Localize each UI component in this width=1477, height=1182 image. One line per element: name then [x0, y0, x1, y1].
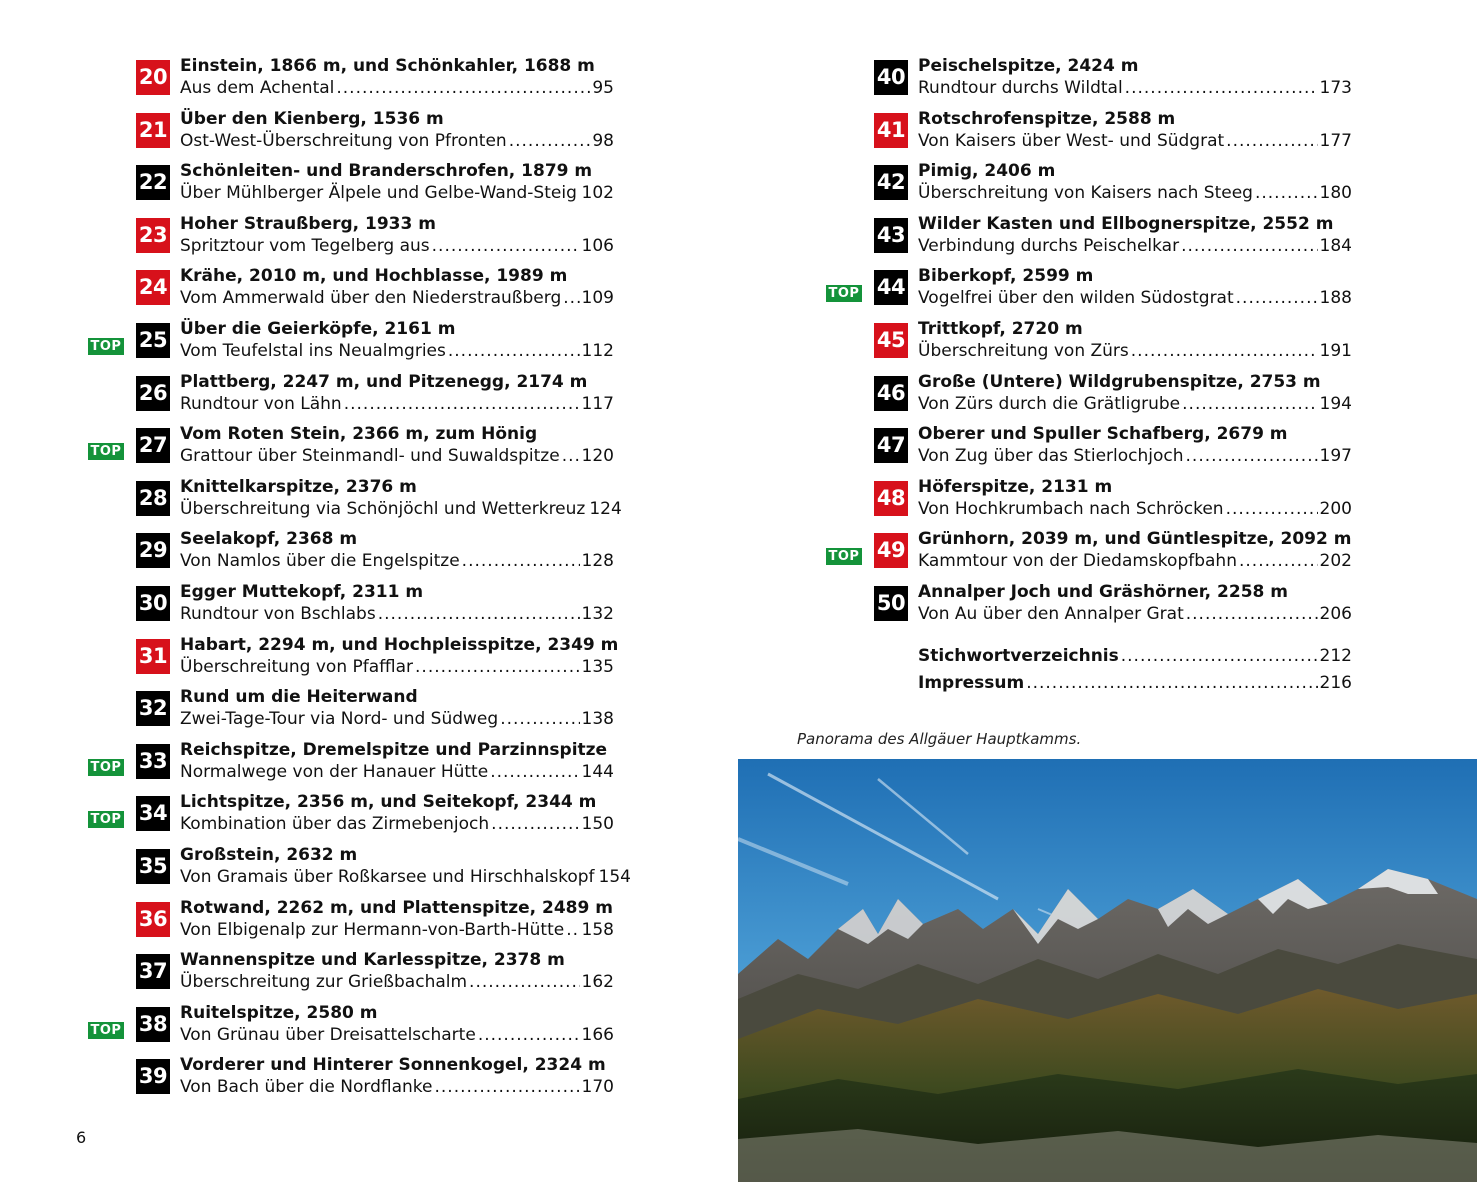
leader-dots [1125, 78, 1318, 99]
leader-dots [1236, 288, 1318, 309]
tour-description: Von Grünau über Dreisattelscharte [180, 1024, 476, 1045]
tour-title: Seelakopf, 2368 m [180, 529, 358, 550]
leader-dots [1131, 341, 1318, 362]
leader-dots [1226, 131, 1317, 152]
tour-description: Überschreitung via Schönjöchl und Wetterkreuz [180, 498, 586, 519]
tour-page-number: 173 [1319, 78, 1352, 98]
tour-number-badge: 32 [136, 691, 170, 726]
tour-description: Vogelfrei über den wilden Südostgrat [918, 288, 1234, 309]
tour-page-number: 124 [589, 498, 622, 519]
leader-dots [490, 762, 579, 783]
leader-dots [500, 709, 579, 730]
tour-number-badge: 23 [136, 218, 170, 253]
tour-title: Rund um die Heiterwand [180, 687, 418, 708]
tour-number-badge: 35 [136, 849, 170, 884]
leader-dots [448, 341, 580, 362]
toc-left-column [90, 55, 631, 1107]
tour-title: Lichtspitze, 2356 m, und Seitekopf, 2344 m [180, 792, 597, 813]
leader-dots [462, 551, 580, 572]
tour-description-row [180, 288, 614, 309]
tour-description: Von Au über den Annalper Grat [918, 603, 1184, 624]
tour-page-number: 166 [581, 1024, 614, 1045]
toc-entry[interactable] [874, 318, 1352, 371]
tour-description-row [918, 446, 1352, 467]
leader-dots [563, 288, 579, 309]
tour-description-row [918, 236, 1352, 257]
tour-title: Oberer und Spuller Schafberg, 2679 m [918, 424, 1288, 445]
toc-entry[interactable] [828, 265, 1352, 318]
top-badge: TOP [88, 443, 124, 460]
toc-entry[interactable] [90, 423, 614, 476]
tour-description-row [180, 131, 614, 152]
photo-caption: Panorama des Allgäuer Hauptkamms. [797, 730, 1082, 748]
tour-title: Trittkopf, 2720 m [918, 318, 1083, 339]
tour-number-badge: 42 [874, 165, 908, 200]
tour-description-row [180, 709, 614, 730]
page-number: 6 [76, 1128, 87, 1147]
tour-title: Reichspitze, Dremelspitze und Parzinnspitze [180, 739, 608, 760]
toc-right-column [828, 55, 1352, 634]
tour-title: Egger Muttekopf, 2311 m [180, 581, 424, 602]
tour-title: Wilder Kasten und Ellbognerspitze, 2552 m [918, 213, 1334, 234]
tour-page-number: 202 [1319, 551, 1352, 572]
toc-entry[interactable] [136, 265, 614, 318]
tour-number-badge: 45 [874, 323, 908, 358]
tour-description-row [918, 131, 1352, 152]
leader-dots [378, 604, 580, 625]
tour-number-badge: 24 [136, 270, 170, 305]
toc-entry[interactable] [90, 1002, 614, 1055]
toc-entry[interactable] [874, 476, 1352, 529]
top-badge: TOP [826, 285, 862, 302]
toc-entry[interactable] [136, 476, 622, 529]
tour-description: Von Zürs durch die Grätligrube [918, 393, 1181, 414]
panorama-photo [738, 759, 1477, 1182]
toc-extra-label: Stichwortverzeichnis [918, 646, 1119, 666]
tour-number-badge: 39 [136, 1059, 170, 1094]
tour-description: Aus dem Achental [180, 78, 335, 98]
tour-page-number: 132 [581, 603, 614, 624]
tour-description-row [918, 341, 1352, 362]
tour-number-badge: 43 [874, 218, 908, 253]
tour-page-number: 180 [1319, 183, 1352, 204]
tour-title: Ruitelspitze, 2580 m [180, 1002, 378, 1023]
tour-page-number: 191 [1319, 340, 1352, 361]
tour-description-row [180, 446, 614, 467]
tour-description-row [180, 762, 614, 783]
toc-entry[interactable] [136, 686, 614, 739]
leader-dots [478, 1025, 580, 1046]
tour-number-badge: 50 [874, 586, 908, 621]
toc-entry[interactable] [874, 160, 1352, 213]
tour-description: Rundtour von Lähn [180, 393, 342, 414]
tour-page-number: 120 [581, 446, 614, 467]
tour-page-number: 206 [1319, 603, 1352, 624]
tour-title: Peischelspitze, 2424 m [918, 56, 1139, 76]
tour-description-row [918, 78, 1352, 99]
tour-title: Knittelkarspitze, 2376 m [180, 476, 417, 497]
toc-entry[interactable] [874, 423, 1352, 476]
tour-description: Von Gramais über Roßkarsee und Hirschhalskopf [180, 866, 595, 887]
tour-description-row [180, 814, 614, 835]
leader-dots [336, 78, 590, 99]
tour-number-badge: 29 [136, 533, 170, 568]
tour-title: Wannenspitze und Karlesspitze, 2378 m [180, 950, 565, 971]
leader-dots [432, 236, 580, 257]
leader-dots [435, 1077, 580, 1098]
toc-entry[interactable] [90, 739, 614, 792]
toc-entry[interactable] [136, 844, 631, 897]
tour-description: Überschreitung von Pfafflar [180, 656, 414, 677]
tour-title: Biberkopf, 2599 m [918, 266, 1094, 287]
tour-number-badge: 46 [874, 376, 908, 411]
leader-dots [1181, 236, 1317, 257]
tour-number-badge: 20 [136, 60, 170, 95]
tour-page-number: 112 [581, 340, 614, 361]
tour-description-row [180, 498, 622, 520]
toc-entry[interactable] [90, 318, 614, 371]
tour-description: Über Mühlberger Älpele und Gelbe-Wand-Steig [180, 183, 577, 204]
tour-description-row [918, 604, 1352, 625]
tour-description: Von Zug über das Stierlochjoch [918, 446, 1184, 467]
tour-title: Plattberg, 2247 m, und Pitzenegg, 2174 m [180, 371, 588, 392]
toc-entry[interactable] [874, 581, 1352, 634]
tour-description-row [180, 1077, 614, 1098]
tour-description: Überschreitung von Kaisers nach Steeg [918, 183, 1253, 204]
toc-entry[interactable] [136, 55, 614, 108]
tour-description: Vom Teufelstal ins Neualmgries [180, 340, 446, 361]
tour-title: Einstein, 1866 m, und Schönkahler, 1688 m [180, 56, 595, 76]
tour-description-row [180, 236, 614, 257]
tour-page-number: 150 [581, 814, 614, 835]
tour-title: Krähe, 2010 m, und Hochblasse, 1989 m [180, 266, 568, 287]
tour-title: Rotwand, 2262 m, und Plattenspitze, 2489 m [180, 897, 613, 918]
tour-number-badge: 34 [136, 796, 170, 831]
tour-title: Habart, 2294 m, und Hochpleisspitze, 2349 m [180, 634, 619, 655]
leader-dots [562, 446, 580, 467]
tour-page-number: 144 [581, 761, 614, 782]
leader-dots [1182, 394, 1317, 415]
tour-page-number: 170 [581, 1077, 614, 1098]
tour-number-badge: 48 [874, 481, 908, 516]
toc-extra-page: 216 [1319, 673, 1352, 693]
toc-extra-impressum[interactable] [918, 673, 1352, 694]
leader-dots [1186, 446, 1318, 467]
tour-description: Überschreitung von Zürs [918, 340, 1129, 361]
toc-entry[interactable] [136, 528, 614, 581]
tour-number-badge: 33 [136, 744, 170, 779]
toc-entry[interactable] [136, 1054, 614, 1107]
tour-page-number: 188 [1319, 288, 1352, 309]
tour-number-badge: 21 [136, 113, 170, 148]
tour-description: Kombination über das Zirmebenjoch [180, 814, 490, 835]
tour-page-number: 154 [598, 866, 631, 887]
tour-number-badge: 25 [136, 323, 170, 358]
tour-page-number: 162 [581, 972, 614, 993]
tour-description-row [180, 972, 614, 993]
tour-description: Verbindung durchs Peischelkar [918, 235, 1180, 256]
tour-title: Pimig, 2406 m [918, 161, 1056, 182]
tour-description-row [918, 183, 1352, 204]
tour-number-badge: 40 [874, 60, 908, 95]
tour-description-row [918, 394, 1352, 415]
toc-extra-page: 212 [1319, 646, 1352, 666]
toc-entry[interactable] [136, 897, 614, 950]
tour-description-row [918, 288, 1352, 309]
leader-dots [1186, 604, 1318, 625]
tour-number-badge: 27 [136, 428, 170, 463]
tour-page-number: 98 [592, 130, 614, 151]
tour-description: Rundtour von Bschlabs [180, 603, 376, 624]
tour-description-row [180, 920, 614, 941]
tour-number-badge: 47 [874, 428, 908, 463]
tour-number-badge: 22 [136, 165, 170, 200]
tour-number-badge: 28 [136, 481, 170, 516]
tour-title: Großstein, 2632 m [180, 844, 358, 865]
tour-page-number: 95 [592, 78, 614, 98]
tour-description-row [180, 866, 631, 888]
toc-entry[interactable] [136, 581, 614, 634]
tour-page-number: 194 [1319, 393, 1352, 414]
tour-description: Von Namlos über die Engelspitze [180, 551, 460, 572]
tour-description-row [180, 78, 614, 99]
leader-dots [1239, 551, 1318, 572]
tour-page-number: 138 [581, 709, 614, 730]
top-badge: TOP [826, 548, 862, 565]
top-badge: TOP [88, 1022, 124, 1039]
toc-entry[interactable] [136, 949, 614, 1002]
tour-page-number: 117 [581, 393, 614, 414]
toc-entry[interactable] [828, 528, 1352, 581]
tour-number-badge: 37 [136, 954, 170, 989]
tour-page-number: 184 [1319, 235, 1352, 256]
tour-description: Grattour über Steinmandl- und Suwaldspitze [180, 446, 560, 467]
tour-title: Schönleiten- und Branderschrofen, 1879 m [180, 161, 593, 182]
tour-description-row [180, 551, 614, 572]
leader-dots [509, 131, 591, 152]
tour-title: Über die Geierköpfe, 2161 m [180, 318, 456, 339]
tour-description-row [918, 499, 1352, 520]
toc-extra-label: Impressum [918, 673, 1025, 693]
toc-entry[interactable] [136, 213, 614, 266]
toc-entry[interactable] [136, 160, 614, 213]
tour-description-row [180, 657, 614, 678]
tour-title: Hoher Straußberg, 1933 m [180, 213, 436, 234]
tour-description-row [180, 341, 614, 362]
tour-description-row [918, 551, 1352, 572]
toc-entry[interactable] [136, 371, 614, 424]
top-badge: TOP [88, 338, 124, 355]
tour-description: Überschreitung zur Grießbachalm [180, 972, 468, 993]
tour-description-row [180, 604, 614, 625]
mountain-panorama-image [738, 759, 1477, 1182]
leader-dots [1226, 499, 1318, 520]
tour-title: Über den Kienberg, 1536 m [180, 108, 444, 129]
tour-description: Von Bach über die Nordflanke [180, 1077, 433, 1098]
tour-page-number: 158 [581, 919, 614, 940]
tour-page-number: 197 [1319, 446, 1352, 467]
toc-entry[interactable] [874, 371, 1352, 424]
leader-dots [1121, 646, 1318, 667]
tour-number-badge: 41 [874, 113, 908, 148]
leader-dots [1255, 183, 1318, 204]
leader-dots [579, 183, 580, 204]
tour-title: Annalper Joch und Gräshörner, 2258 m [918, 581, 1288, 602]
tour-number-badge: 31 [136, 639, 170, 674]
toc-entry[interactable] [874, 213, 1352, 266]
leader-dots [566, 920, 579, 941]
tour-description: Von Elbigenalp zur Hermann-von-Barth-Hütte [180, 919, 565, 940]
leader-dots [491, 814, 579, 835]
tour-page-number: 135 [581, 656, 614, 677]
tour-description: Zwei-Tage-Tour via Nord- und Südweg [180, 709, 499, 730]
toc-entry[interactable] [136, 634, 619, 687]
tour-description: Kammtour von der Diedamskopfbahn [918, 551, 1237, 572]
tour-page-number: 200 [1319, 498, 1352, 519]
toc-extra-index[interactable] [918, 646, 1352, 667]
toc-entry[interactable] [90, 791, 614, 844]
leader-dots [344, 394, 580, 415]
top-badge: TOP [88, 811, 124, 828]
tour-page-number: 109 [581, 288, 614, 309]
top-badge: TOP [88, 759, 124, 776]
tour-description: Vom Ammerwald über den Niederstraußberg [180, 288, 562, 309]
tour-title: Vom Roten Stein, 2366 m, zum Hönig [180, 424, 538, 445]
tour-title: Vorderer und Hinterer Sonnenkogel, 2324 m [180, 1055, 606, 1076]
tour-description-row [180, 183, 614, 204]
tour-description-row [180, 1025, 614, 1046]
tour-title: Höferspitze, 2131 m [918, 476, 1113, 497]
tour-description: Ost-West-Überschreitung von Pfronten [180, 130, 507, 151]
tour-page-number: 177 [1319, 130, 1352, 151]
tour-page-number: 106 [581, 235, 614, 256]
leader-dots [415, 657, 580, 678]
tour-page-number: 128 [581, 551, 614, 572]
toc-entry[interactable] [874, 55, 1352, 108]
tour-description: Von Kaisers über West- und Südgrat [918, 130, 1225, 151]
tour-number-badge: 49 [874, 533, 908, 568]
tour-number-badge: 36 [136, 902, 170, 937]
leader-dots [1026, 673, 1317, 694]
tour-description: Rundtour durchs Wildtal [918, 78, 1123, 98]
tour-title: Große (Untere) Wildgrubenspitze, 2753 m [918, 371, 1321, 392]
tour-description: Spritztour vom Tegelberg aus [180, 235, 430, 256]
tour-number-badge: 44 [874, 270, 908, 305]
tour-description-row [180, 394, 614, 415]
tour-number-badge: 30 [136, 586, 170, 621]
tour-number-badge: 26 [136, 376, 170, 411]
tour-title: Grünhorn, 2039 m, und Güntlespitze, 2092 m [918, 529, 1352, 550]
toc-entry[interactable] [136, 108, 614, 161]
tour-number-badge: 38 [136, 1007, 170, 1042]
toc-entry[interactable] [874, 108, 1352, 161]
tour-page-number: 102 [581, 183, 614, 204]
tour-description: Von Hochkrumbach nach Schröcken [918, 498, 1224, 519]
tour-title: Rotschrofenspitze, 2588 m [918, 108, 1176, 129]
leader-dots [469, 972, 580, 993]
tour-description: Normalwege von der Hanauer Hütte [180, 761, 489, 782]
